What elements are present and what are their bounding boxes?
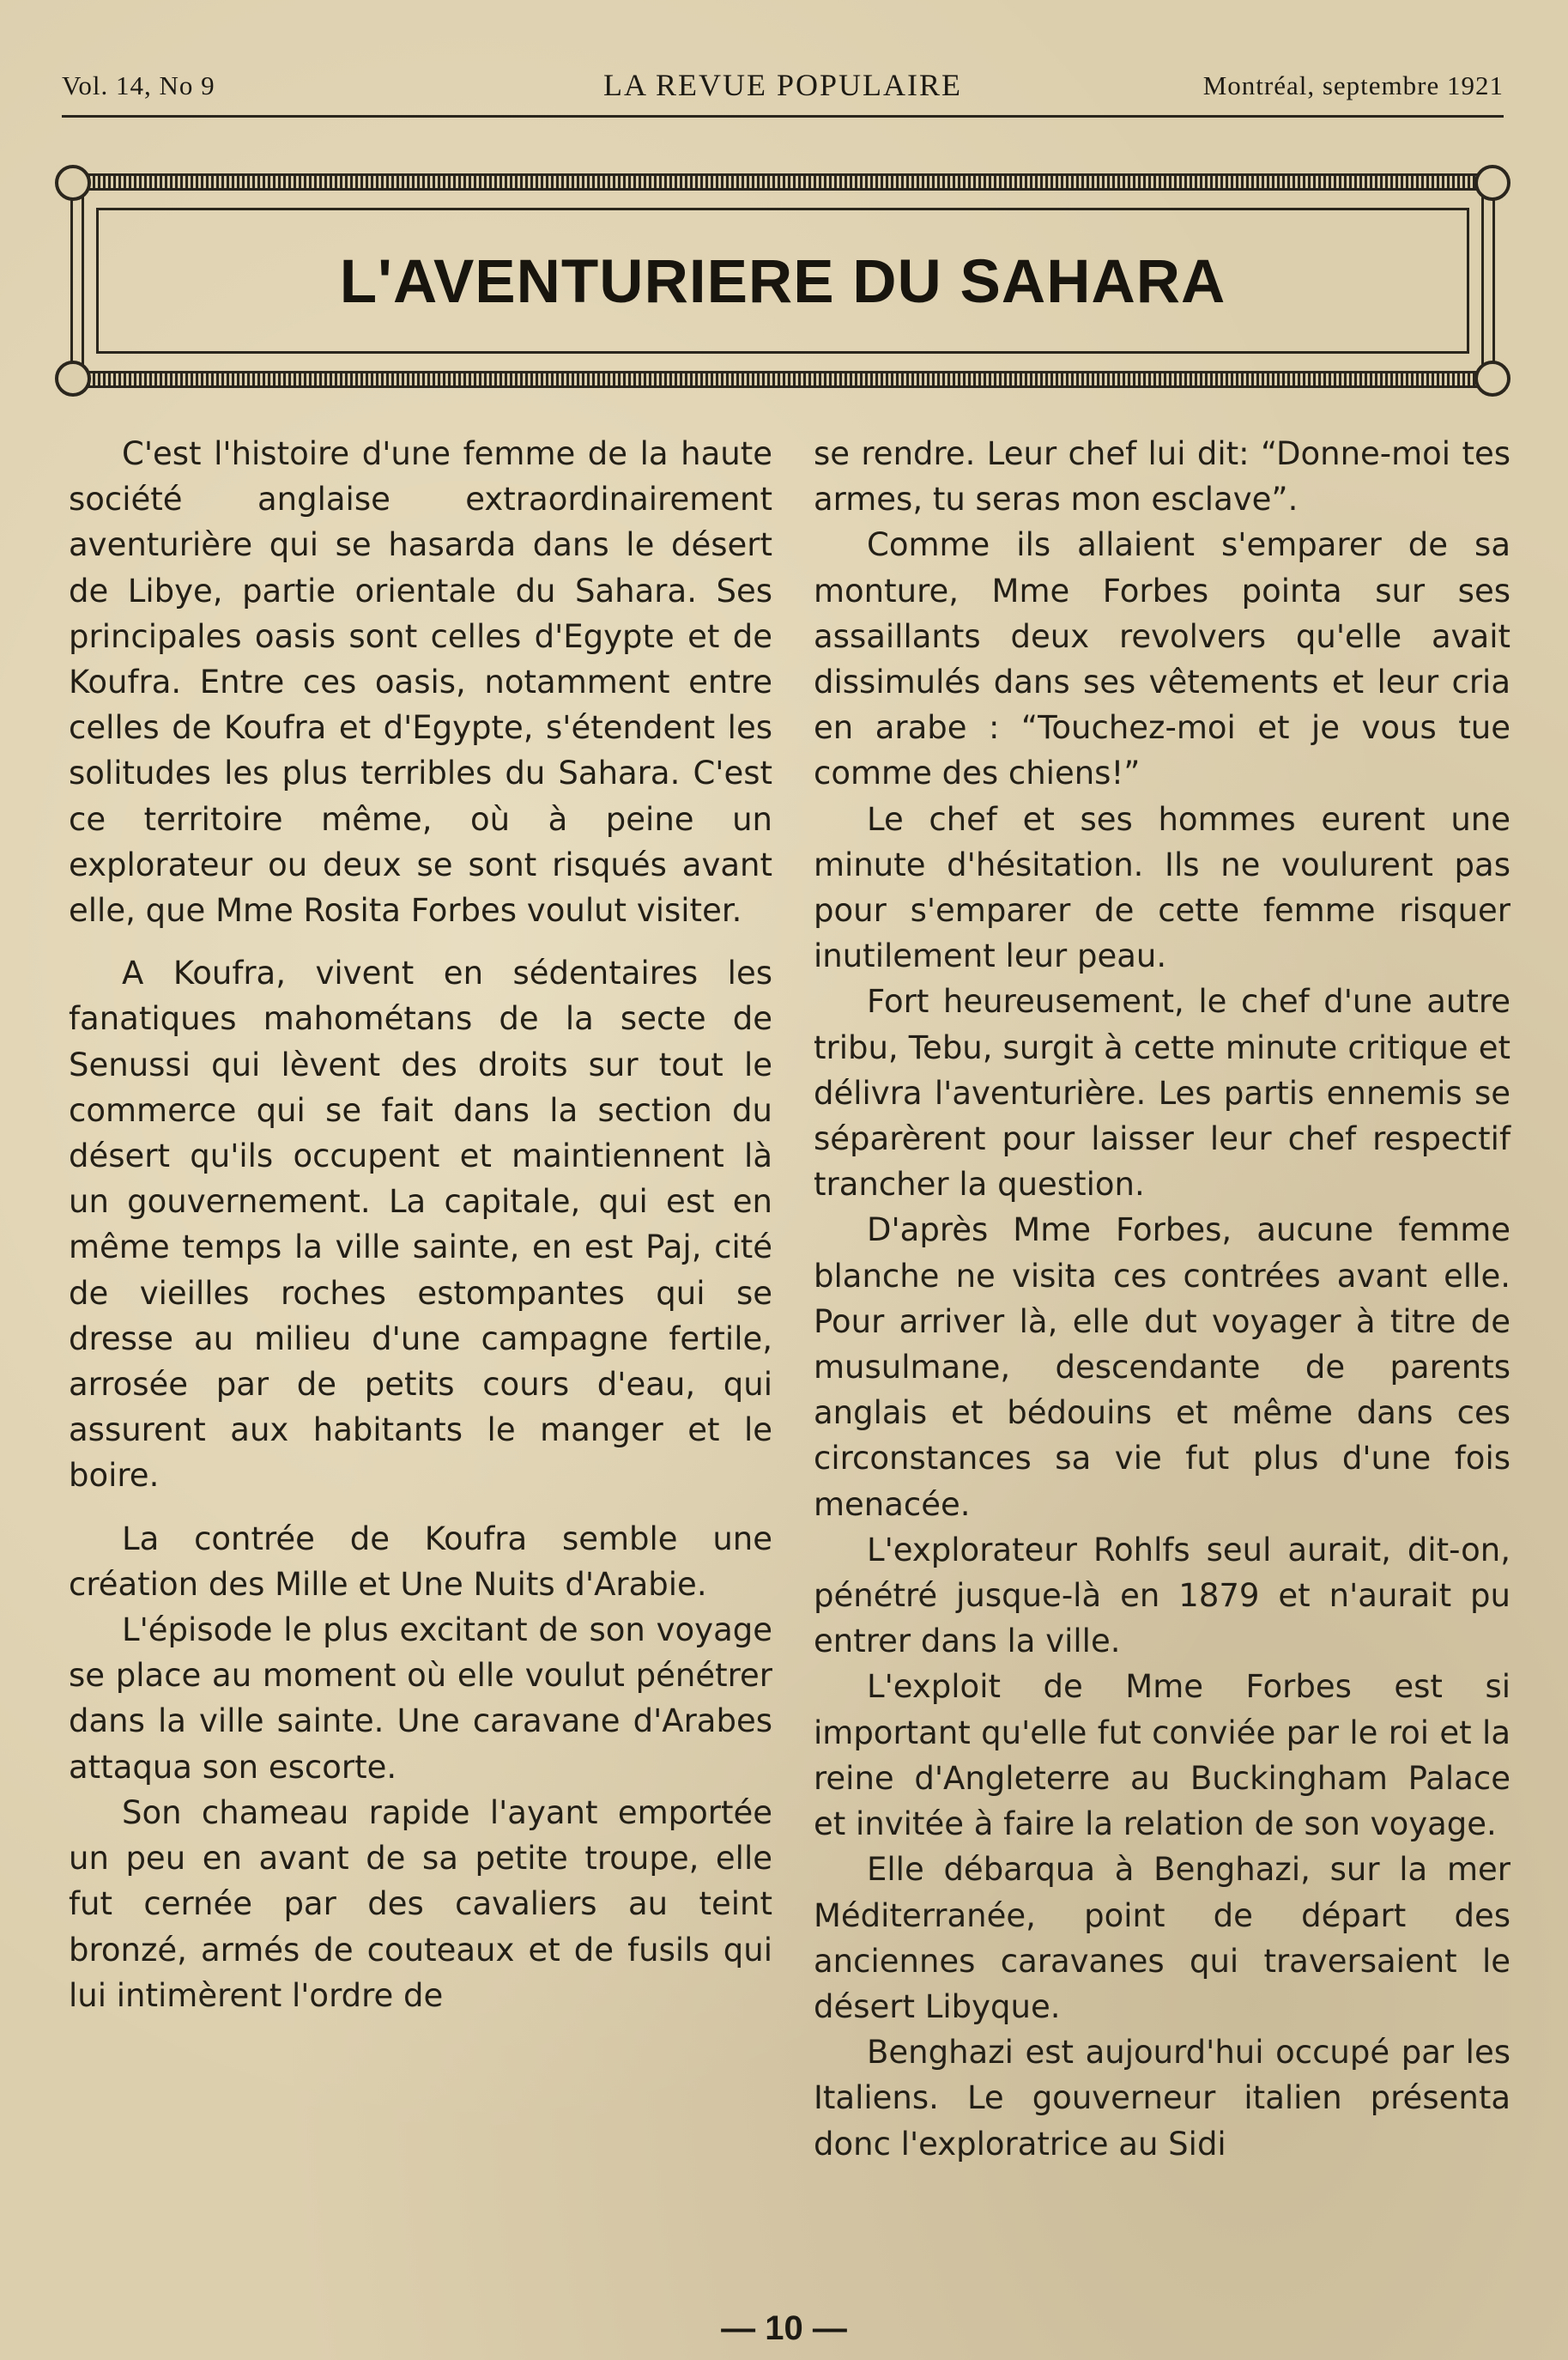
publication-name: LA REVUE POPULAIRE [602, 68, 962, 102]
paragraph: A Koufra, vivent en sédentaires les fanatiques mahométans de la secte de Senussi qui lèvent des droits sur tout le commerce qui se fait dans la section du désert qu'ils occupent et maintiennent là un gouvernement. La capitale, qui est en même temps la ville sainte, en est Paj, cité de vieilles roches estompantes qui se dresse au milieu d'une campagne fertile, arrosée par de petits cours d'eau, qui assurent aux habitants le manger et le boire. [69, 955, 772, 1495]
paragraph: Elle débarqua à Benghazi, sur la mer Méditerranée, point de départ des anciennes caravanes qui traversaient le désert Libyque. [814, 1851, 1510, 2025]
paragraph: L'épisode le plus excitant de son voyage se place au moment où elle voulut pénétrer dans la ville sainte. Une caravane d'Arabes attaqua son escorte. [69, 1611, 772, 1786]
corner-ornament [55, 361, 91, 397]
ornamental-rule-top [62, 173, 1504, 191]
paragraph: L'explorateur Rohlfs seul aurait, dit-on, pénétré jusque-là en 1879 et n'aurait pu entrer dans la ville. [814, 1531, 1510, 1660]
corner-ornament [1474, 165, 1510, 201]
page-header [62, 70, 1504, 118]
corner-ornament [55, 165, 91, 201]
paragraph: L'exploit de Mme Forbes est si important qu'elle fut conviée par le roi et la reine d'Angleterre au Buckingham Palace et invitée à faire la relation de son voyage. [814, 1668, 1510, 1843]
paragraph: D'après Mme Forbes, aucune femme blanche ne visita ces contrées avant elle. Pour arriver là, elle dut voyager à titre de musulmane, descendante de parents anglais et bédouins et même dans ces circonstances sa vie fut plus d'une fois menacée. [814, 1211, 1510, 1523]
paragraph: Le chef et ses hommes eurent une minute d'hésitation. Ils ne voulurent pas pour s'emparer de cette femme risquer inutilement leur peau. [814, 800, 1510, 975]
corner-ornament [1474, 361, 1510, 397]
right-column [814, 431, 1510, 2167]
paragraph: La contrée de Koufra semble une création des Mille et Une Nuits d'Arabie. [69, 1520, 772, 1603]
volume-number: Vol. 14, No 9 [62, 70, 215, 100]
paragraph: Benghazi est aujourd'hui occupé par les Italiens. Le gouverneur italien présenta donc l'exploratrice au Sidi [814, 2034, 1510, 2163]
ornamental-rule-bottom [62, 371, 1504, 388]
left-column [69, 431, 772, 2018]
paragraph: Comme ils allaient s'emparer de sa monture, Mme Forbes pointa sur ses assaillants deux revolvers qu'elle avait dissimulés dans ses vêtements et leur cria en arabe : “Touchez-moi et je vous tue comme des chiens!” [814, 526, 1510, 792]
paragraph: se rendre. Leur chef lui dit: “Donne-moi tes armes, tu seras mon esclave”. [814, 435, 1510, 519]
title-frame [62, 173, 1504, 388]
article-title: L'AVENTURIERE DU SAHARA [339, 248, 1226, 316]
paragraph: Son chameau rapide l'ayant emportée un peu en avant de sa petite troupe, elle fut cernée par des cavaliers au teint bronzé, armés de couteaux et de fusils qui lui intimèrent l'ordre de [69, 1793, 772, 2014]
issue-date: Montréal, septembre 1921 [1202, 70, 1504, 100]
paragraph: C'est l'histoire d'une femme de la haute société anglaise extraordinairement aventurière qui se hasarda dans le désert de Libye, partie orientale du Sahara. Ses principales oasis sont celles d'Egypte et de Koufra. Entre ces oasis, notamment entre celles de Koufra et d'Egypte, s'étendent les solitudes les plus terribles du Sahara. C'est ce territoire même, où à peine un explorateur ou deux se sont risqués avant elle, que Mme Rosita Forbes voulut visiter. [69, 435, 772, 930]
paragraph: Fort heureusement, le chef d'une autre tribu, Tebu, surgit à cette minute critique et délivra l'aventurière. Les partis ennemis se séparèrent pour laisser leur chef respectif trancher la question. [814, 983, 1510, 1204]
page-number: — 10 — [721, 2309, 847, 2347]
